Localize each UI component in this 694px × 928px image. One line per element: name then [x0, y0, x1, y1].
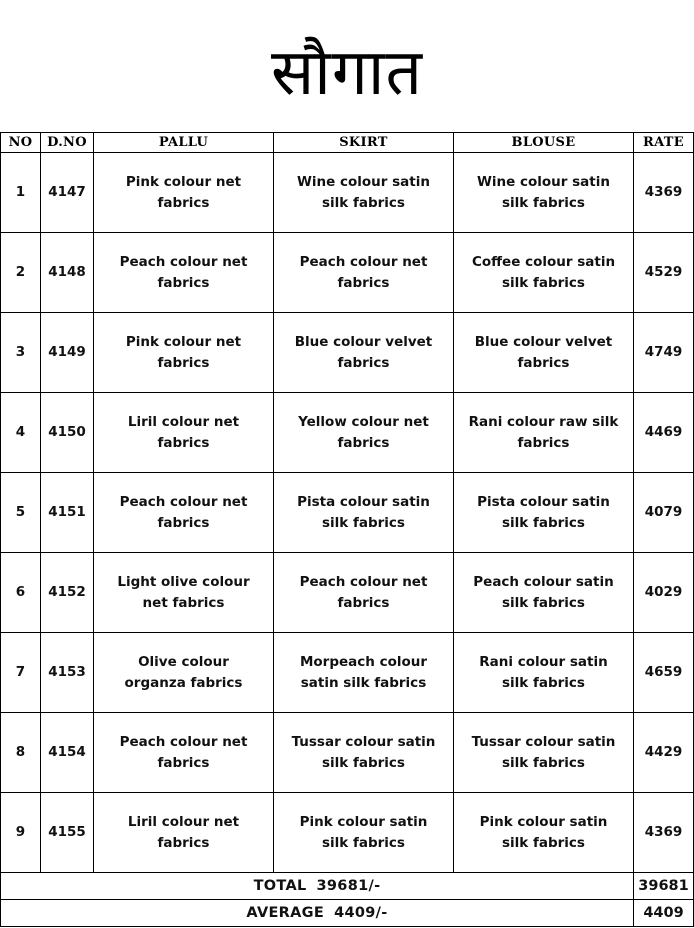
pallu-fabric: Light olive colour net fabrics	[117, 573, 250, 611]
table-header-row	[1, 133, 694, 153]
table-row	[1, 153, 694, 233]
skirt-fabric: Blue colour velvet fabrics	[294, 333, 433, 371]
blouse-cell	[454, 393, 634, 473]
skirt-cell	[274, 713, 454, 793]
row-number: 9	[1, 793, 41, 873]
pallu-fabric: Liril colour net fabrics	[127, 813, 240, 851]
skirt-cell	[274, 393, 454, 473]
skirt-cell	[274, 313, 454, 393]
total-amount-text: 39681/-	[316, 878, 381, 894]
pallu-cell	[94, 233, 274, 313]
pallu-cell	[94, 313, 274, 393]
pallu-cell	[94, 633, 274, 713]
blouse-fabric: Peach colour satin silk fabrics	[473, 573, 614, 611]
row-number: 1	[1, 153, 41, 233]
pallu-cell	[94, 473, 274, 553]
design-number: 4150	[41, 393, 94, 473]
rate-value: 4659	[634, 633, 694, 713]
pallu-fabric: Olive colour organza fabrics	[124, 653, 243, 691]
design-number: 4153	[41, 633, 94, 713]
blouse-fabric: Rani colour satin silk fabrics	[479, 653, 608, 691]
skirt-fabric: Tussar colour satin silk fabrics	[291, 733, 436, 771]
skirt-cell	[274, 473, 454, 553]
table-row	[1, 393, 694, 473]
average-amount-text: 4409/-	[334, 905, 388, 921]
design-number: 4151	[41, 473, 94, 553]
row-number: 5	[1, 473, 41, 553]
rate-value: 4369	[634, 793, 694, 873]
blouse-fabric: Pista colour satin silk fabrics	[477, 493, 610, 531]
total-label-cell	[1, 873, 634, 900]
row-number: 2	[1, 233, 41, 313]
skirt-cell	[274, 553, 454, 633]
skirt-fabric: Peach colour net fabrics	[299, 573, 428, 611]
blouse-fabric: Tussar colour satin silk fabrics	[471, 733, 616, 771]
header-no: NO	[1, 133, 41, 153]
pallu-cell	[94, 713, 274, 793]
blouse-cell	[454, 473, 634, 553]
blouse-fabric: Wine colour satin silk fabrics	[477, 173, 610, 211]
pallu-fabric: Pink colour net fabrics	[125, 333, 242, 371]
rate-value: 4469	[634, 393, 694, 473]
skirt-fabric: Pista colour satin silk fabrics	[297, 493, 430, 531]
skirt-fabric: Morpeach colour satin silk fabrics	[299, 653, 428, 691]
blouse-fabric: Coffee colour satin silk fabrics	[471, 253, 616, 291]
rate-value: 4429	[634, 713, 694, 793]
pallu-cell	[94, 553, 274, 633]
pallu-cell	[94, 793, 274, 873]
blouse-fabric: Blue colour velvet fabrics	[474, 333, 613, 371]
pallu-fabric: Liril colour net fabrics	[127, 413, 240, 451]
rate-value: 4029	[634, 553, 694, 633]
average-value: 4409	[634, 900, 694, 927]
total-row	[1, 873, 694, 900]
pallu-fabric: Pink colour net fabrics	[125, 173, 242, 211]
average-label: AVERAGE	[246, 905, 325, 921]
total-value: 39681	[634, 873, 694, 900]
skirt-cell	[274, 153, 454, 233]
skirt-fabric: Yellow colour net fabrics	[298, 413, 429, 451]
row-number: 7	[1, 633, 41, 713]
blouse-cell	[454, 633, 634, 713]
design-number: 4155	[41, 793, 94, 873]
header-rate: RATE	[634, 133, 694, 153]
blouse-cell	[454, 153, 634, 233]
design-number: 4152	[41, 553, 94, 633]
rate-value: 4749	[634, 313, 694, 393]
row-number: 6	[1, 553, 41, 633]
blouse-fabric: Pink colour satin silk fabrics	[479, 813, 608, 851]
design-number: 4154	[41, 713, 94, 793]
pallu-fabric: Peach colour net fabrics	[119, 733, 248, 771]
average-row	[1, 900, 694, 927]
skirt-fabric: Peach colour net fabrics	[299, 253, 428, 291]
design-number: 4147	[41, 153, 94, 233]
table-row	[1, 313, 694, 393]
design-number: 4149	[41, 313, 94, 393]
row-number: 4	[1, 393, 41, 473]
table-row	[1, 633, 694, 713]
table-row	[1, 473, 694, 553]
pallu-fabric: Peach colour net fabrics	[119, 493, 248, 531]
skirt-fabric: Wine colour satin silk fabrics	[297, 173, 430, 211]
rate-value: 4369	[634, 153, 694, 233]
blouse-cell	[454, 313, 634, 393]
blouse-cell	[454, 713, 634, 793]
table-row	[1, 553, 694, 633]
catalog-title: सौगात	[271, 35, 423, 110]
total-label: TOTAL	[253, 878, 307, 894]
header-blouse: BLOUSE	[454, 133, 634, 153]
pallu-cell	[94, 393, 274, 473]
design-rate-table	[0, 132, 694, 927]
row-number: 8	[1, 713, 41, 793]
skirt-cell	[274, 233, 454, 313]
average-label-cell	[1, 900, 634, 927]
table-row	[1, 713, 694, 793]
header-skirt: SKIRT	[274, 133, 454, 153]
row-number: 3	[1, 313, 41, 393]
rate-value: 4079	[634, 473, 694, 553]
design-number: 4148	[41, 233, 94, 313]
skirt-fabric: Pink colour satin silk fabrics	[299, 813, 428, 851]
blouse-cell	[454, 233, 634, 313]
header-pallu: PALLU	[94, 133, 274, 153]
skirt-cell	[274, 633, 454, 713]
blouse-fabric: Rani colour raw silk fabrics	[468, 413, 619, 451]
pallu-fabric: Peach colour net fabrics	[119, 253, 248, 291]
rate-value: 4529	[634, 233, 694, 313]
blouse-cell	[454, 553, 634, 633]
header-design-number: D.NO	[41, 133, 94, 153]
table-row	[1, 793, 694, 873]
skirt-cell	[274, 793, 454, 873]
table-row	[1, 233, 694, 313]
pallu-cell	[94, 153, 274, 233]
blouse-cell	[454, 793, 634, 873]
